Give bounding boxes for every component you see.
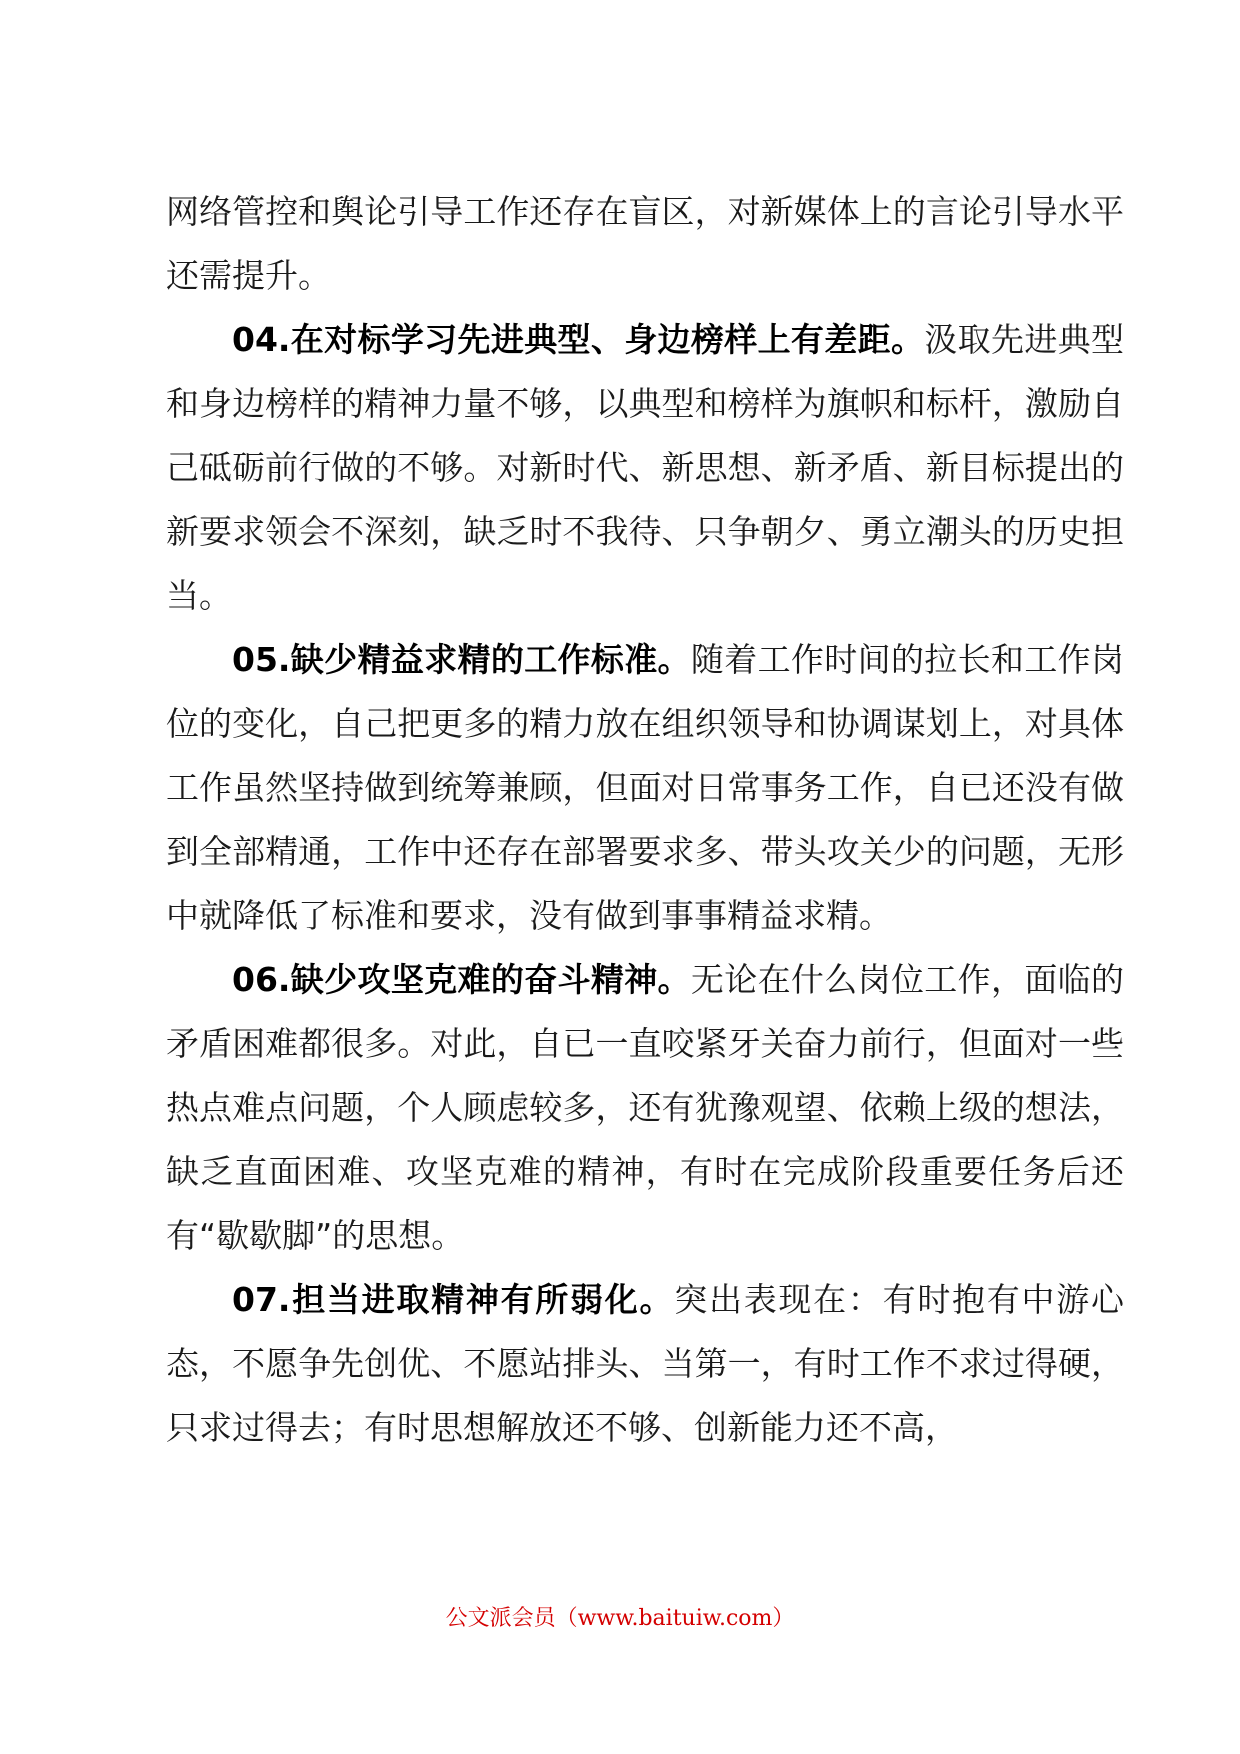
paragraph-5 xyxy=(166,1268,1124,1460)
paragraph-1 xyxy=(166,180,1124,308)
document-body xyxy=(166,180,1124,1460)
paragraph-heading: 05.缺少精益求精的工作标准。 xyxy=(232,640,691,679)
paragraph-text: 汲取先进典型和身边榜样的精神力量不够，以典型和榜样为旗帜和标杆，激励自己砥砺前行做的不够。对新时代、新思想、新矛盾、新目标提出的新要求领会不深刻，缺乏时不我待、只争朝夕、勇立潮头的历史担当。 xyxy=(166,320,1125,615)
paragraph-4 xyxy=(166,948,1124,1268)
footer-watermark-link[interactable]: 公文派会员（www.baituiw.com） xyxy=(445,1606,795,1631)
paragraph-heading: 06.缺少攻坚克难的奋斗精神。 xyxy=(232,960,691,999)
paragraph-text: 突出表现在：有时抱有中游心态，不愿争先创优、不愿站排头、当第一，有时工作不求过得硬，只求过得去；有时思想解放还不够、创新能力还不高， xyxy=(166,1280,1124,1447)
paragraph-heading: 07.担当进取精神有所弱化。 xyxy=(232,1280,675,1319)
paragraph-3 xyxy=(166,628,1124,948)
paragraph-text: 随着工作时间的拉长和工作岗位的变化，自己把更多的精力放在组织领导和协调谋划上，对具体工作虽然坚持做到统筹兼顾，但面对日常事务工作，自已还没有做到全部精通，工作中还存在部署要求多、带头攻关少的问题，无形中就降低了标准和要求，没有做到事事精益求精。 xyxy=(166,640,1125,935)
paragraph-2 xyxy=(166,308,1124,628)
paragraph-heading: 04.在对标学习先进典型、身边榜样上有差距。 xyxy=(232,320,925,359)
paragraph-text: 网络管控和舆论引导工作还存在盲区，对新媒体上的言论引导水平还需提升。 xyxy=(166,192,1124,295)
paragraph-text: 无论在什么岗位工作，面临的矛盾困难都很多。对此，自已一直咬紧牙关奋力前行，但面对一些热点难点问题，个人顾虑较多，还有犹豫观望、依赖上级的想法，缺乏直面困难、攻坚克难的精神，有时在完成阶段重要任务后还有“歇歇脚”的思想。 xyxy=(166,960,1125,1255)
